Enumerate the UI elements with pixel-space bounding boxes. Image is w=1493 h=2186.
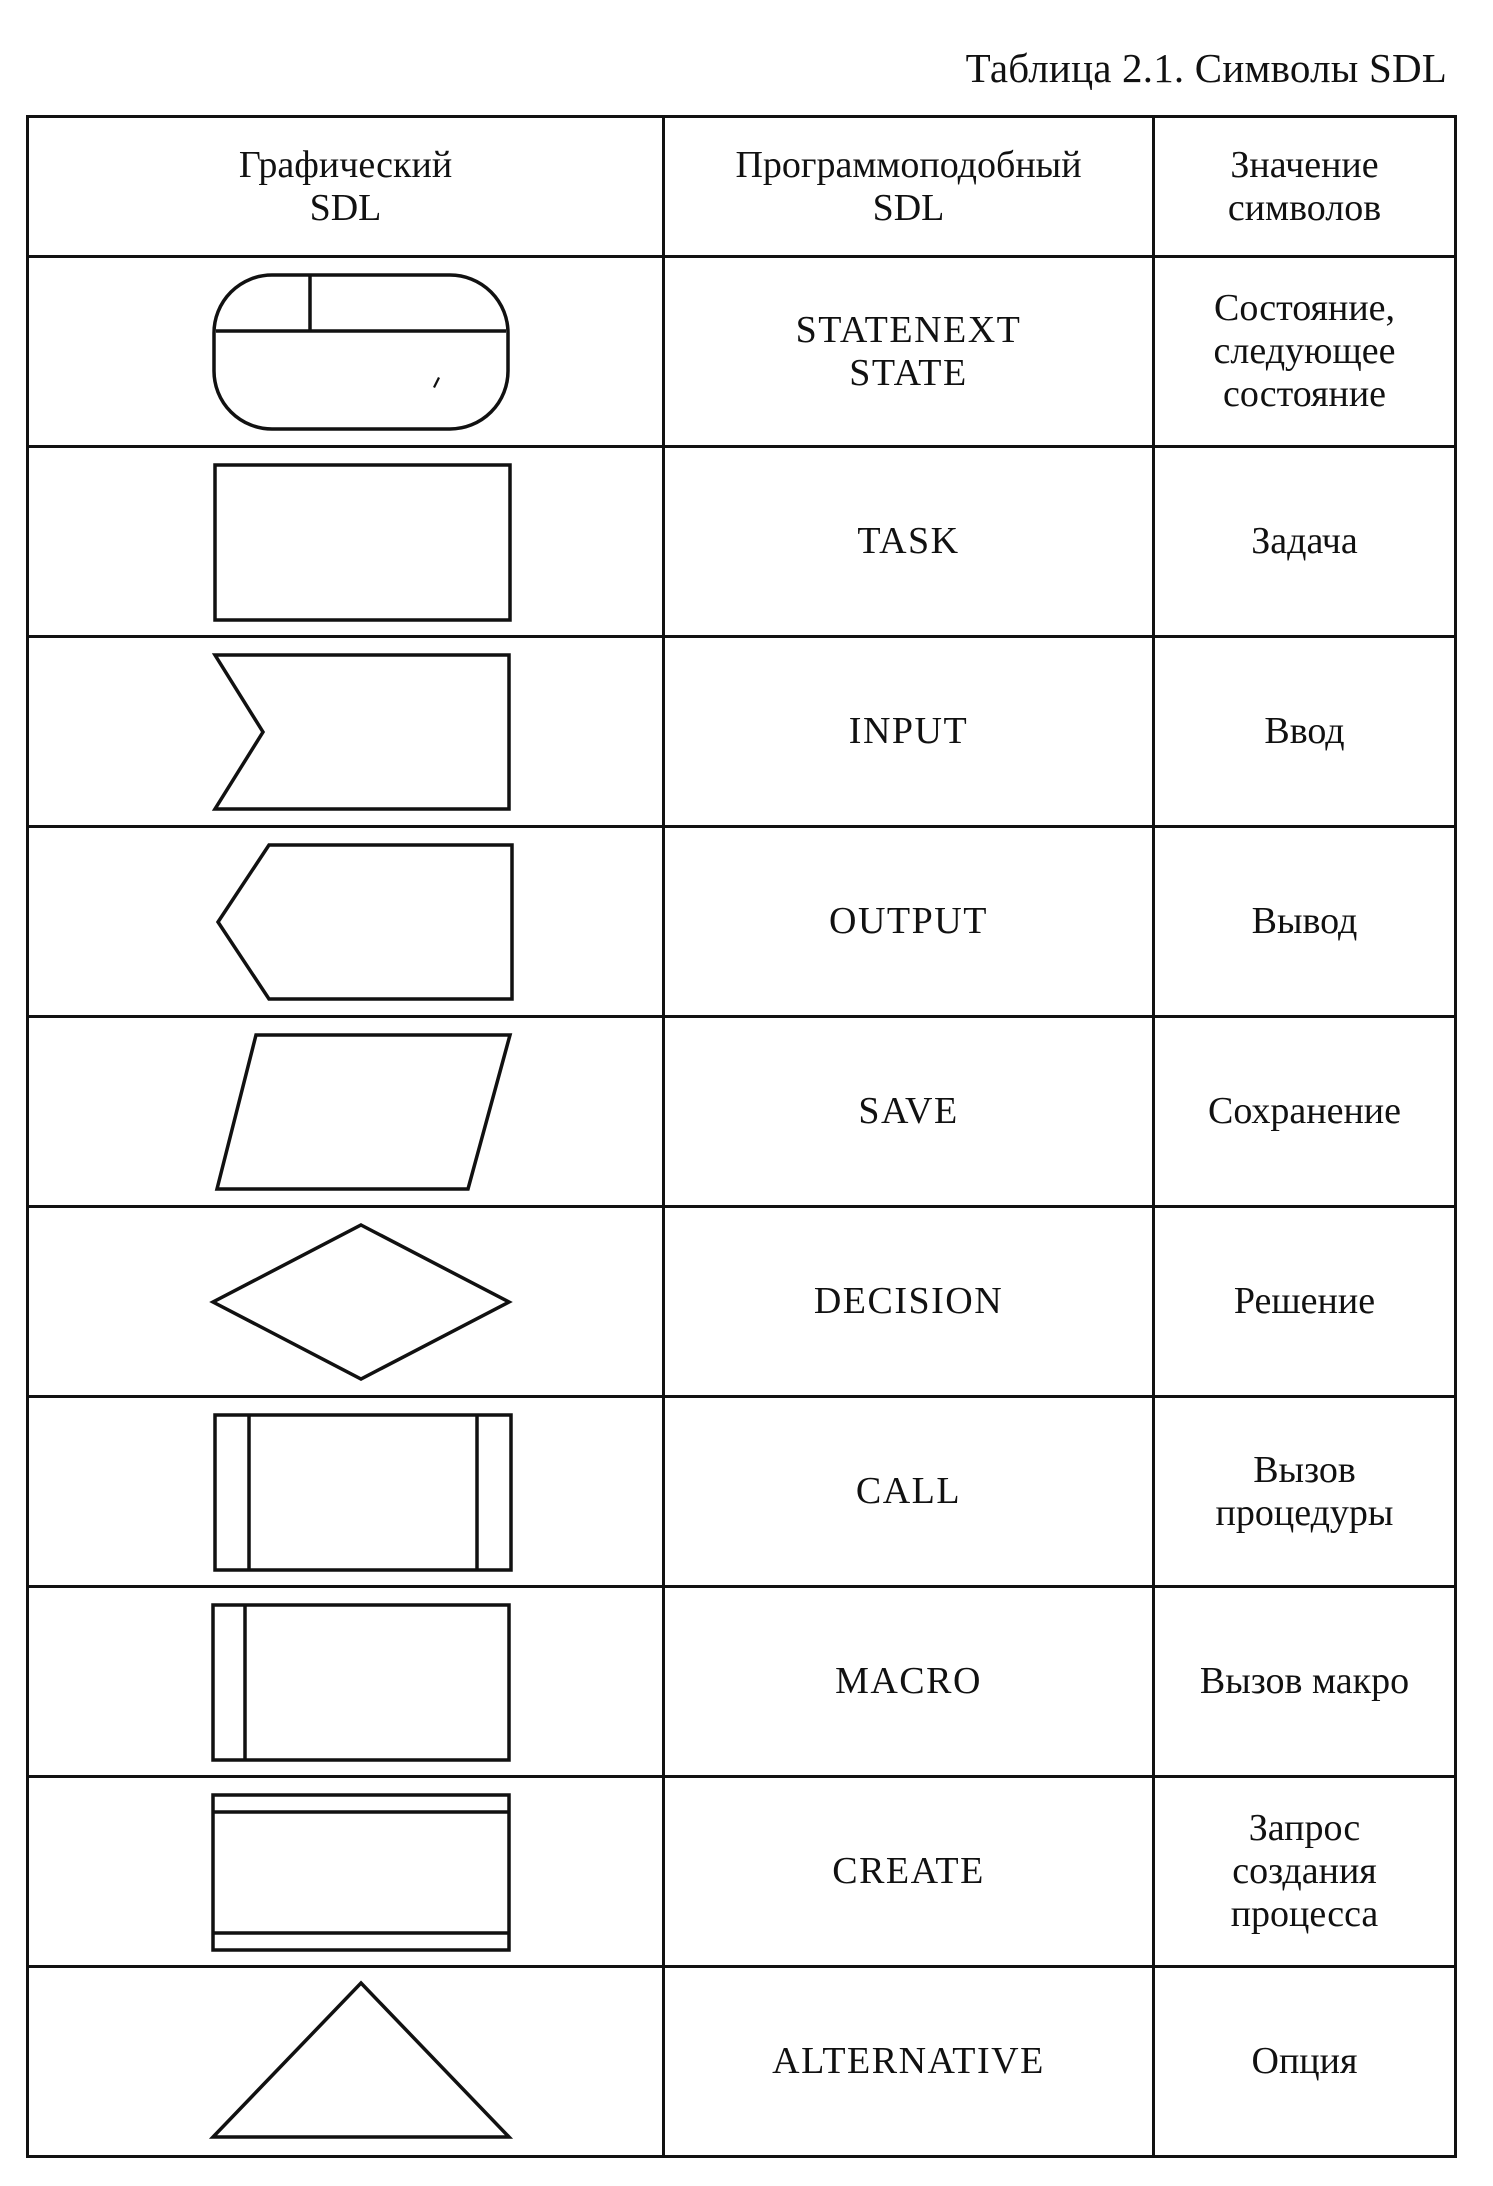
graphic-cell xyxy=(28,1967,664,2157)
meaning-line-1: Вывод xyxy=(1251,900,1358,942)
table-row xyxy=(28,637,1456,827)
graphic-cell xyxy=(28,447,664,637)
code-cell xyxy=(664,1207,1154,1397)
header-graphic-line-1: Графический xyxy=(238,143,453,186)
code-cell xyxy=(664,447,1154,637)
table-row xyxy=(28,1017,1456,1207)
state-symbol-icon xyxy=(35,259,671,445)
decision-symbol-icon xyxy=(35,1209,671,1395)
macro-symbol-icon xyxy=(35,1589,671,1775)
graphic-cell xyxy=(28,1207,664,1397)
meaning-line-1: Сохранение xyxy=(1207,1090,1401,1132)
meaning-line-1: Запрос xyxy=(1248,1807,1361,1849)
graphic-cell xyxy=(28,1017,664,1207)
code-cell xyxy=(664,1017,1154,1207)
meaning-line-2: создания xyxy=(1232,1850,1377,1892)
graphic-cell xyxy=(28,637,664,827)
code-line-1: OUTPUT xyxy=(829,900,988,942)
header-meaning-line-2: символов xyxy=(1227,186,1382,229)
graphic-cell xyxy=(28,1777,664,1967)
code-line-1: CALL xyxy=(855,1470,962,1512)
meaning-cell xyxy=(1154,1207,1456,1397)
meaning-line-1: Задача xyxy=(1251,520,1358,562)
code-line-1: MACRO xyxy=(835,1660,982,1702)
code-line-1: STATENEXT xyxy=(795,308,1022,351)
graphic-cell xyxy=(28,1397,664,1587)
header-program-line-2: SDL xyxy=(872,186,945,229)
table-row xyxy=(28,1587,1456,1777)
meaning-line-2: следующее xyxy=(1213,330,1396,372)
meaning-line-1: Ввод xyxy=(1264,710,1345,752)
code-line-1: TASK xyxy=(857,520,960,562)
code-line-1: ALTERNATIVE xyxy=(772,2040,1045,2082)
header-meaning xyxy=(1154,117,1456,257)
table-row xyxy=(28,257,1456,447)
code-line-1: INPUT xyxy=(848,710,969,752)
table-row xyxy=(28,1397,1456,1587)
meaning-cell xyxy=(1154,1017,1456,1207)
table-row xyxy=(28,827,1456,1017)
code-cell xyxy=(664,1967,1154,2157)
header-program-line-1: Программоподобный xyxy=(735,143,1082,186)
code-line-1: DECISION xyxy=(813,1280,1004,1322)
table-row xyxy=(28,447,1456,637)
meaning-line-1: Решение xyxy=(1233,1280,1376,1322)
meaning-line-1: Опция xyxy=(1251,2040,1358,2082)
task-symbol-icon xyxy=(35,449,671,635)
code-line-1: CREATE xyxy=(832,1850,985,1892)
call-symbol-icon xyxy=(35,1399,671,1585)
header-row xyxy=(28,117,1456,257)
code-cell xyxy=(664,1587,1154,1777)
graphic-cell xyxy=(28,257,664,447)
header-graphic-sdl xyxy=(28,117,664,257)
meaning-line-2: процедуры xyxy=(1215,1491,1394,1534)
meaning-line-3: состояние xyxy=(1222,373,1387,415)
meaning-cell xyxy=(1154,1587,1456,1777)
code-cell xyxy=(664,257,1154,447)
meaning-cell xyxy=(1154,1777,1456,1967)
table-row xyxy=(28,1967,1456,2157)
meaning-cell xyxy=(1154,827,1456,1017)
output-symbol-icon xyxy=(35,829,671,1015)
meaning-cell xyxy=(1154,447,1456,637)
alternative-symbol-icon xyxy=(35,1969,671,2155)
graphic-cell xyxy=(28,827,664,1017)
meaning-line-1: Состояние, xyxy=(1213,287,1396,329)
sdl-symbols-table xyxy=(26,115,1457,2158)
create-symbol-icon xyxy=(35,1779,671,1965)
meaning-cell xyxy=(1154,1967,1456,2157)
meaning-cell xyxy=(1154,637,1456,827)
meaning-cell xyxy=(1154,257,1456,447)
header-meaning-line-1: Значение xyxy=(1230,143,1379,186)
meaning-line-3: процесса xyxy=(1230,1893,1379,1935)
code-cell xyxy=(664,637,1154,827)
table-row xyxy=(28,1207,1456,1397)
code-line-1: SAVE xyxy=(858,1090,959,1132)
meaning-line-1: Вызов макро xyxy=(1199,1660,1410,1702)
graphic-cell xyxy=(28,1587,664,1777)
code-line-2: STATE xyxy=(849,351,968,394)
table-row xyxy=(28,1777,1456,1967)
code-cell xyxy=(664,1397,1154,1587)
meaning-line-1: Вызов xyxy=(1253,1448,1356,1491)
header-graphic-line-2: SDL xyxy=(309,186,382,229)
save-symbol-icon xyxy=(35,1019,671,1205)
header-program-sdl xyxy=(664,117,1154,257)
code-cell xyxy=(664,1777,1154,1967)
meaning-cell xyxy=(1154,1397,1456,1587)
table-caption: Таблица 2.1. Символы SDL xyxy=(965,45,1447,91)
input-symbol-icon xyxy=(35,639,671,825)
code-cell xyxy=(664,827,1154,1017)
